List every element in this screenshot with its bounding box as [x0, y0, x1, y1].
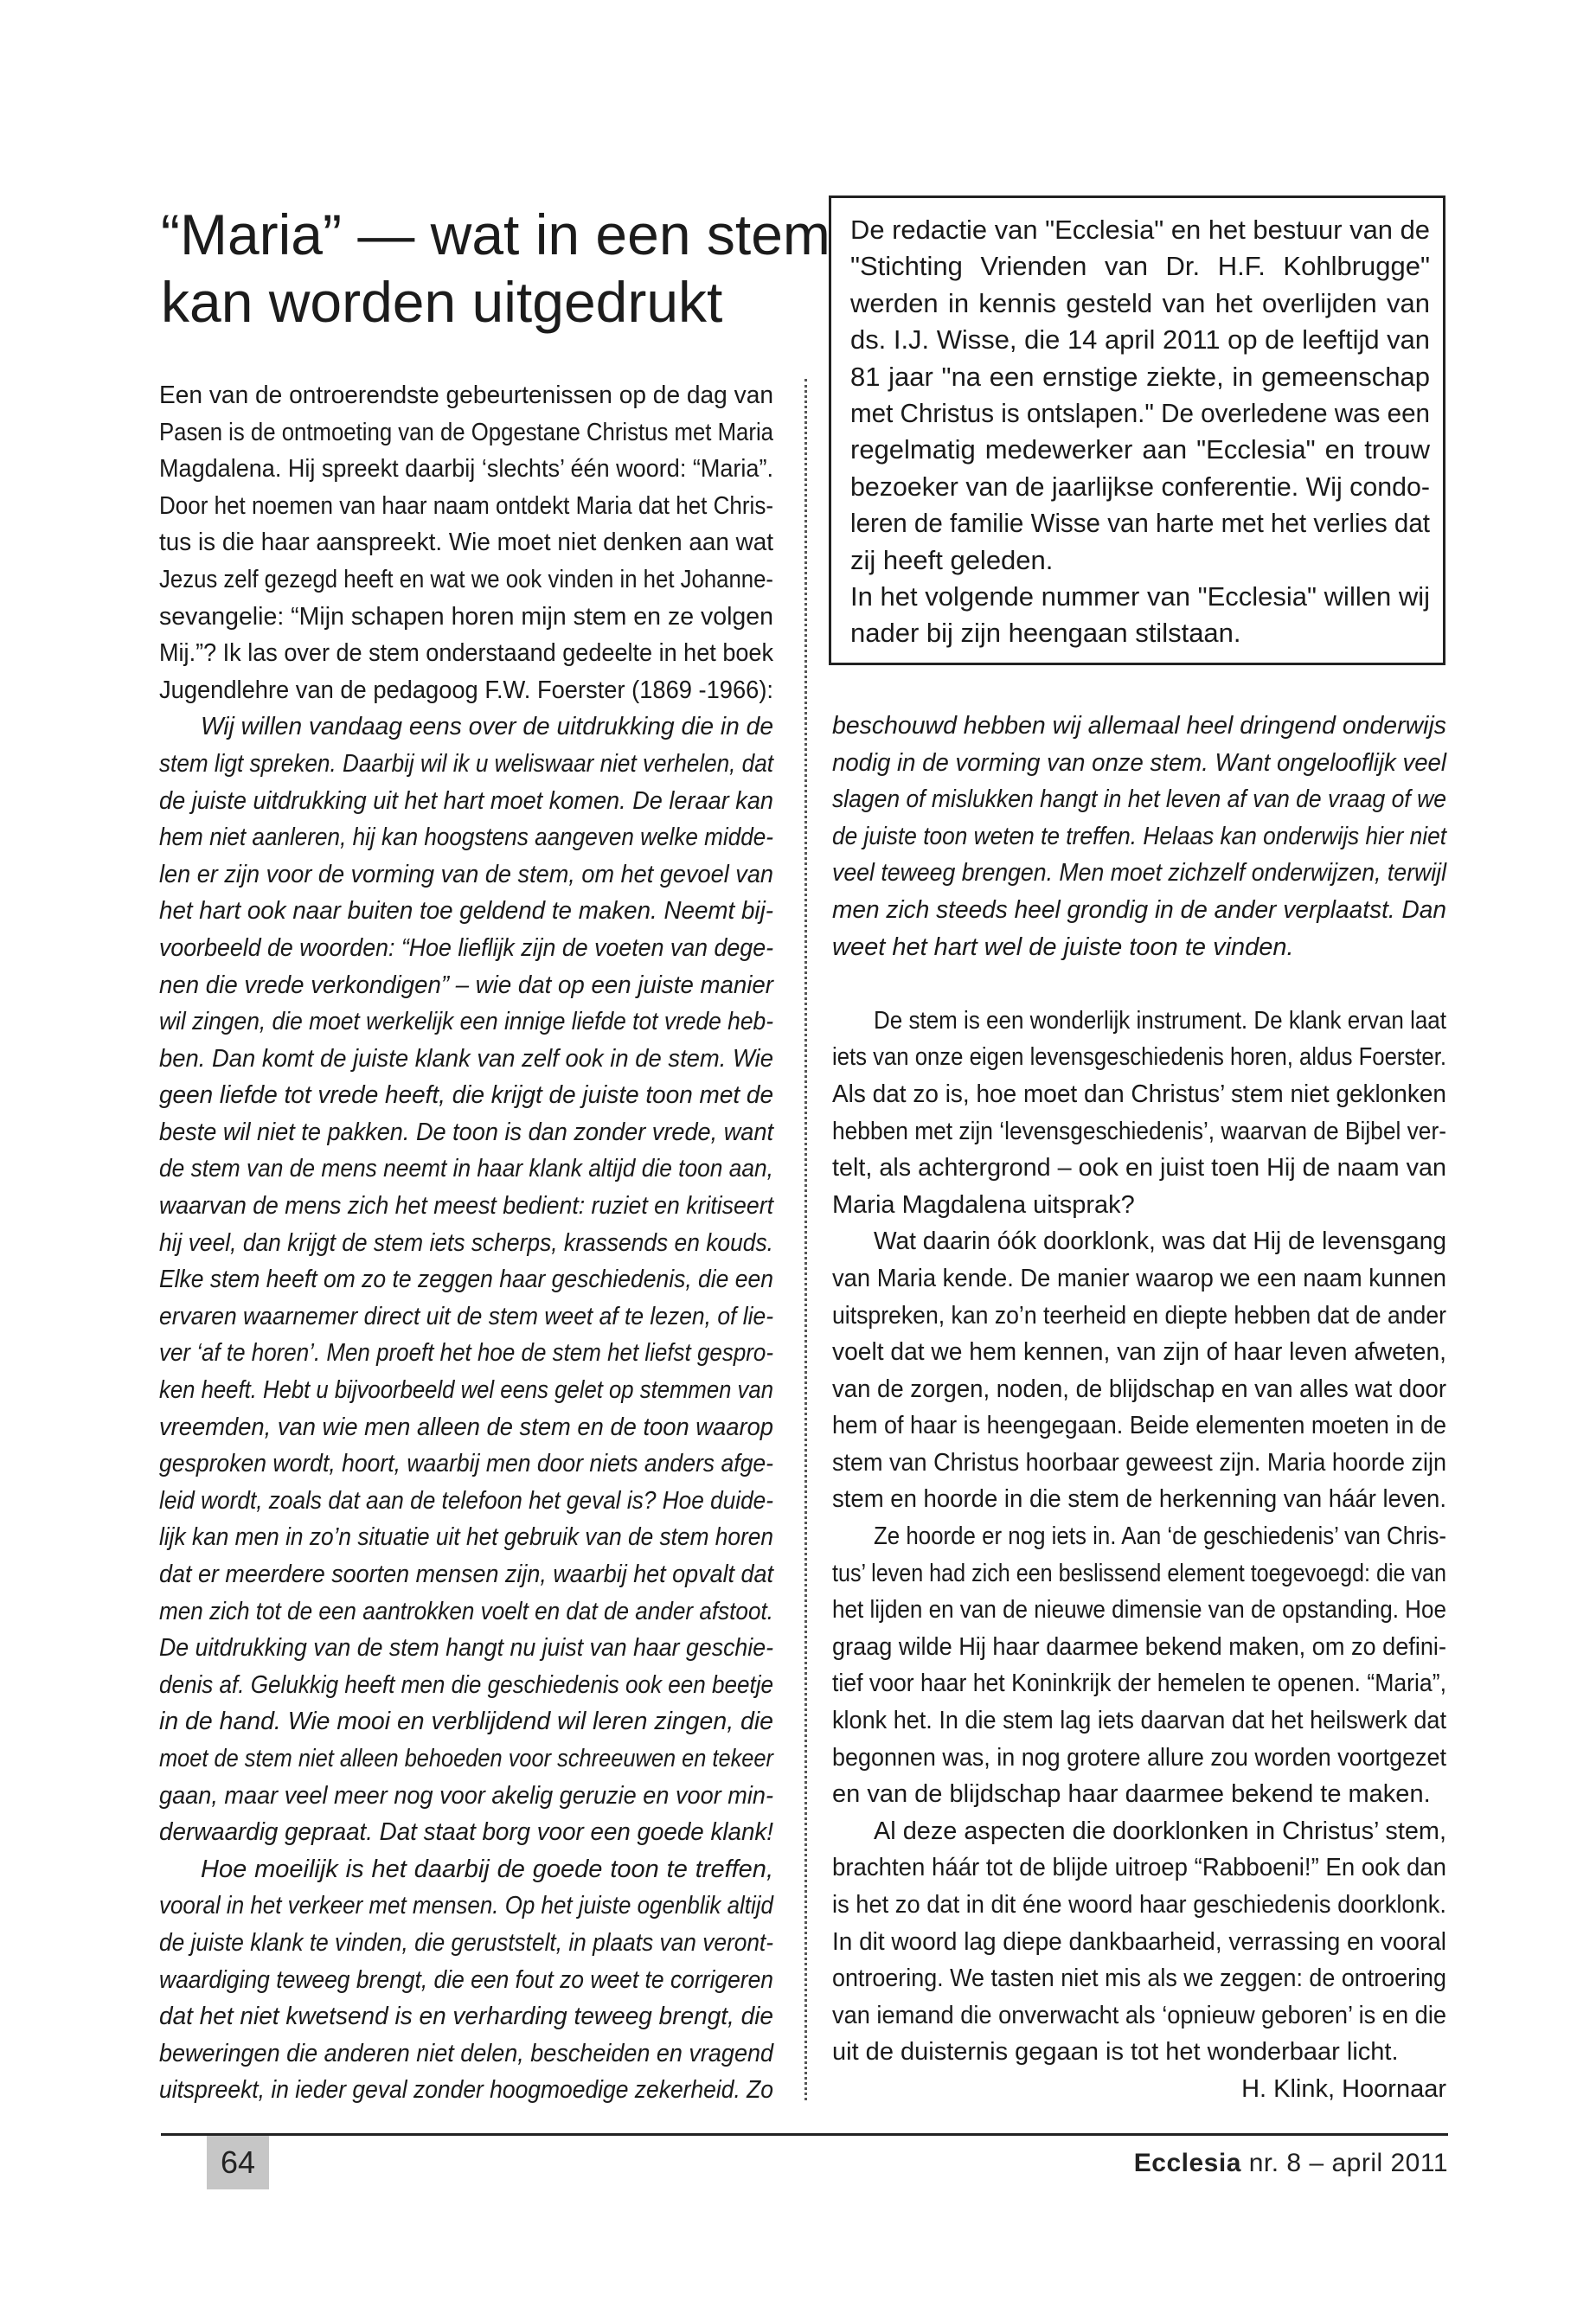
paragraph-line — [159, 1150, 773, 1188]
paragraph-line — [832, 1445, 1446, 1482]
paragraph-line — [832, 1076, 1446, 1113]
paragraph-line — [159, 1114, 773, 1151]
paragraph-line — [159, 1925, 773, 1962]
paragraph-line — [832, 1629, 1446, 1666]
notice-line — [850, 395, 1430, 432]
line-text: gaan, maar veel meer nog voor akelig geruzie en voor min- — [159, 1781, 773, 1810]
paragraph-line — [159, 1593, 773, 1631]
paragraph-line — [159, 1998, 773, 2035]
paragraph-line — [159, 1778, 773, 1815]
paragraph-line — [159, 1814, 773, 1851]
line-text: tief voor haar het Koninkrijk der hemelen te openen. “Maria”, — [832, 1670, 1446, 1698]
line-text: men zich tot de een aantrokken voelt en dat de ander afstoot. — [159, 1597, 773, 1625]
paragraph-line — [832, 1702, 1446, 1740]
paragraph-line — [159, 1519, 773, 1556]
line-text: dat het niet kwetsend is en verharding teweeg brengt, die — [159, 2003, 773, 2031]
line-text: de stem van de mens neemt in haar klank altijd die toon aan, — [159, 1155, 773, 1183]
line-text: ver ‘af te horen’. Men proeft het hoe de stem het liefst gespro- — [159, 1339, 773, 1368]
line-text: uitspreekt, in ieder geval zonder hoogmoedige zekerheid. Zo — [159, 2076, 773, 2105]
paragraph-line — [159, 783, 773, 820]
line-text: telt, als achtergrond – ook en juist toen Hij de naam van — [832, 1154, 1446, 1183]
line-text: iets van onze eigen levensgeschiedenis horen, aldus Foerster. — [832, 1043, 1446, 1072]
paragraph-line — [159, 1261, 773, 1298]
paragraph-line — [159, 967, 773, 1004]
paragraph-line — [159, 1888, 773, 1925]
notice-line — [850, 469, 1430, 505]
line-text: vreemden, van wie men alleen de stem en de toon waarop — [159, 1413, 773, 1441]
issue-label: nr. 8 – april 2011 — [1248, 2149, 1448, 2177]
paragraph-line — [159, 524, 773, 561]
paragraph-line — [159, 1630, 773, 1667]
line-text: ontroering. We tasten niet mis als we zeggen: de ontroering — [832, 1965, 1446, 1993]
line-text: De stem is een wonderlijk instrument. De klank ervan laat — [874, 1006, 1446, 1035]
paragraph-line — [159, 635, 773, 672]
line-text: veel teweeg brengen. Men moet zichzelf onderwijzen, terwijl — [832, 859, 1446, 888]
line-text: len er zijn voor de vorming van de stem, om het gevoel van — [159, 860, 773, 888]
line-text: lijk kan men in zo’n situatie uit het gebruik van de stem horen — [159, 1523, 773, 1552]
line-text: tus’ leven had zich een beslissend element toegevoegd: die van — [832, 1559, 1446, 1587]
paragraph-line — [159, 1851, 773, 1888]
line-text: Magdalena. Hij spreekt daarbij ‘slechts’ één woord: “Maria”. — [159, 455, 773, 484]
paragraph-line — [159, 1298, 773, 1336]
author-signature — [832, 2071, 1446, 2108]
footer-rule — [161, 2133, 1448, 2136]
paragraph-line — [159, 746, 773, 783]
line-text: de juiste toon weten te treffen. Helaas kan onderwijs hier niet — [832, 822, 1446, 850]
paragraph-line — [159, 1483, 773, 1520]
article-title — [161, 201, 830, 336]
line-text: leid wordt, zoals dat aan de telefoon het geval is? Hoe duide- — [159, 1486, 773, 1515]
paragraph-line — [159, 488, 773, 525]
line-text: Jugendlehre van de pedagoog F.W. Foerster (1869 -1966): — [159, 676, 773, 704]
line-text: Door het noemen van haar naam ontdekt Maria dat het Chris- — [159, 491, 773, 520]
paragraph-line — [832, 1003, 1446, 1040]
line-text: hem niet aanleren, hij kan hoogstens aangeven welke midde- — [159, 824, 773, 852]
paragraph-line — [159, 2035, 773, 2073]
notice-line — [850, 212, 1430, 248]
paragraph-line — [159, 1077, 773, 1114]
paragraph-line — [832, 1223, 1446, 1260]
line-text: ds. I.J. Wisse, die 14 april 2011 op de leeftijd van — [850, 324, 1430, 356]
line-text: "Stichting Vrienden van Dr. H.F. Kohlbrugge" — [850, 251, 1430, 282]
line-text: nen die vrede verkondigen” – wie dat op een juiste manier — [159, 971, 773, 999]
line-text: hij veel, dan krijgt de stem iets scherps, krassends en kouds. — [159, 1228, 773, 1257]
notice-line — [850, 285, 1430, 322]
line-text: Elke stem heeft om zo te zeggen haar geschiedenis, die een — [159, 1266, 773, 1294]
line-text: regelmatig medewerker aan "Ecclesia" en trouw — [850, 434, 1430, 465]
notice-box — [829, 195, 1445, 665]
line-text: denis af. Gelukkig heeft men die geschiedenis ook een beetje — [159, 1670, 773, 1699]
title-line: “Maria” — wat in een stem — [161, 202, 830, 266]
paragraph-line — [159, 2072, 773, 2109]
paragraph-line — [159, 414, 773, 452]
paragraph-line — [832, 2034, 1446, 2071]
paragraph-line — [159, 1041, 773, 1078]
paragraph-line — [832, 781, 1446, 818]
line-text: Wat daarin óók doorklonk, was dat Hij de levensgang — [874, 1227, 1446, 1256]
paragraph-line — [159, 1667, 773, 1704]
paragraph-line — [159, 451, 773, 488]
paragraph-line — [832, 1113, 1446, 1150]
paragraph-line — [832, 1518, 1446, 1555]
notice-line — [850, 322, 1430, 358]
footer-issue — [1134, 2149, 1448, 2178]
paragraph-line — [159, 1188, 773, 1225]
paragraph-line — [159, 856, 773, 894]
paragraph-line — [832, 1960, 1446, 1997]
line-text: Al deze aspecten die doorklonken in Christus’ stem, — [874, 1817, 1446, 1845]
paragraph-line — [832, 1849, 1446, 1887]
paragraph-line — [832, 745, 1446, 782]
paragraph-line — [832, 1039, 1446, 1076]
line-text: in de hand. Wie mooi en verblijdend wil leren zingen, die — [159, 1708, 773, 1736]
paragraph-line — [159, 1225, 773, 1262]
page-number: 64 — [220, 2144, 256, 2180]
line-text: gesproken wordt, hoort, waarbij men door niets anders afge- — [159, 1450, 773, 1478]
paragraph-line — [159, 1445, 773, 1483]
notice-line — [850, 248, 1430, 285]
title-line: kan worden uitgedrukt — [161, 270, 723, 334]
line-text: de juiste uitdrukking uit het hart moet komen. De leraar kan — [159, 786, 773, 815]
line-text: 81 jaar "na een ernstige ziekte, in gemeenschap — [850, 361, 1430, 392]
line-text: Als dat zo is, hoe moet dan Christus’ stem niet geklonken — [832, 1080, 1446, 1108]
paragraph-line — [159, 1335, 773, 1372]
line-text: van iemand die onverwacht als ‘opnieuw geboren’ is en die — [832, 2001, 1446, 2029]
line-text: hebben met zijn ‘levensgeschiedenis’, waarvan de Bijbel ver- — [832, 1117, 1446, 1145]
line-text: graag wilde Hij haar daarmee bekend maken, om zo defini- — [832, 1632, 1446, 1661]
paragraph-line — [832, 1298, 1446, 1335]
line-text: ben. Dan komt de juiste klank van zelf ook in de stem. Wie — [159, 1044, 773, 1073]
paragraph-line — [832, 1150, 1446, 1187]
line-text: Maria Magdalena uitsprak? — [832, 1190, 1135, 1219]
paragraph-line — [832, 818, 1446, 856]
line-text: derwaardig gepraat. Dat staat borg voor een goede klank! — [159, 1818, 773, 1847]
line-text: men zich steeds heel grondig in de ander verplaatst. Dan — [832, 895, 1446, 924]
line-text: nodig in de vorming van onze stem. Want ongelooflijk veel — [832, 748, 1446, 777]
paragraph-line — [832, 892, 1446, 929]
line-text: ervaren waarnemer direct uit de stem weet af te lezen, of lie- — [159, 1302, 773, 1330]
paragraph-line — [832, 708, 1446, 745]
paragraph-line — [832, 1924, 1446, 1961]
line-text: is het zo dat in dit éne woord haar geschiedenis doorklonk. — [832, 1891, 1446, 1919]
line-text: vooral in het verkeer met mensen. Op het juiste ogenblik altijd — [159, 1892, 773, 1920]
line-text: nader bij zijn heengaan stilstaan. — [850, 618, 1241, 649]
line-text: klonk het. In die stem lag iets daarvan dat het heilswerk dat — [832, 1707, 1446, 1735]
line-text: uit de duisternis gegaan is tot het wonderbaar licht. — [832, 2038, 1399, 2067]
line-text: tus is die haar aanspreekt. Wie moet niet denken aan wat — [159, 529, 773, 557]
line-text: sevangelie: “Mijn schapen horen mijn stem en ze volgen — [159, 602, 773, 631]
paragraph-gap — [832, 965, 1446, 1003]
paragraph-line — [159, 1962, 773, 1999]
line-text: slagen of mislukken hangt in het leven af van de vraag of we — [832, 785, 1446, 814]
paragraph-line — [159, 672, 773, 709]
line-text: en van de blijdschap haar daarmee bekend te maken. — [832, 1780, 1431, 1809]
line-text: De redactie van "Ecclesia" en het bestuur van de — [850, 215, 1430, 245]
line-text: wil zingen, die moet werkelijk een innige liefde tot vrede heb- — [159, 1008, 773, 1036]
line-text: zij heeft geleden. — [850, 544, 1054, 575]
line-text: brachten háár tot de blijde uitroep “Rabboeni!” En ook dan — [832, 1854, 1446, 1882]
line-text: werden in kennis gesteld van het overlijden van — [850, 287, 1430, 318]
paragraph-line — [159, 1703, 773, 1740]
line-text: Hoe moeilijk is het daarbij de goede toon te treffen, — [201, 1855, 773, 1883]
notice-line — [850, 432, 1430, 468]
line-text: In dit woord lag diepe dankbaarheid, verrassing en vooral — [832, 1927, 1446, 1956]
line-text: stem van Christus hoorbaar geweest zijn. Maria hoorde zijn — [832, 1448, 1446, 1477]
line-text: van de zorgen, noden, de blijdschap en van alles wat door — [832, 1375, 1446, 1403]
line-text: stem en hoorde in die stem de herkenning van háár leven. — [832, 1485, 1446, 1514]
page-number-box — [207, 2136, 269, 2189]
line-text: weet het hart wel de juiste toon te vinden. — [832, 933, 1294, 961]
notice-line — [850, 579, 1430, 615]
paragraph-line — [159, 599, 773, 636]
column-divider — [804, 379, 807, 2100]
paragraph-line — [159, 819, 773, 856]
line-text: leren de familie Wisse van harte met het verlies dat — [850, 508, 1430, 539]
paragraph-line — [832, 1887, 1446, 1924]
right-column — [832, 708, 1446, 2108]
paragraph-line — [832, 1740, 1446, 1777]
line-text: voelt dat we hem kennen, van zijn of haar leven afweten, — [832, 1338, 1446, 1367]
line-text: beste wil niet te pakken. De toon is dan zonder vrede, want — [159, 1118, 773, 1146]
paragraph-line — [159, 930, 773, 967]
line-text: waarvan de mens zich het meest bedient: ruziet en kritiseert — [159, 1192, 773, 1221]
notice-text — [850, 212, 1430, 652]
line-text: dat er meerdere soorten mensen zijn, waarbij het opvalt dat — [159, 1561, 773, 1588]
line-text: hem of haar is heengegaan. Beide elementen moeten in de — [832, 1412, 1446, 1440]
paragraph-line — [832, 1371, 1446, 1408]
line-text: begonnen was, in nog grotere allure zou worden voortgezet — [832, 1743, 1446, 1772]
line-text: stem ligt spreken. Daarbij wil ik u weliswaar niet verhelen, dat — [159, 749, 773, 778]
paragraph-line — [159, 377, 773, 414]
paragraph-line — [832, 929, 1446, 966]
magazine-name: Ecclesia — [1133, 2149, 1241, 2177]
paragraph-line — [159, 561, 773, 599]
paragraph-line — [832, 1407, 1446, 1445]
paragraph-line — [832, 855, 1446, 892]
line-text: met Christus is ontslapen." De overledene was een — [850, 397, 1430, 428]
notice-line — [850, 615, 1430, 651]
paragraph-line — [832, 1334, 1446, 1371]
line-text: moet de stem niet alleen behoeden voor schreeuwen en tekeer — [159, 1744, 773, 1772]
line-text: Mij.”? Ik las over de stem onderstaand gedeelte in het boek — [159, 639, 773, 668]
line-text: H. Klink, Hoornaar — [1241, 2074, 1446, 2103]
line-text: De uitdrukking van de stem hangt nu juist van haar geschie- — [159, 1634, 773, 1663]
notice-line — [850, 505, 1430, 542]
line-text: het lijden en van de nieuwe dimensie van de opstanding. Hoe — [832, 1596, 1446, 1625]
line-text: geen liefde tot vrede heeft, die krijgt de juiste toon met de — [159, 1081, 773, 1110]
line-text: uitspreken, kan zo’n teerheid en diepte hebben dat de ander — [832, 1301, 1446, 1330]
paragraph-line — [832, 1997, 1446, 2035]
line-text: Jezus zelf gezegd heeft en wat we ook vinden in het Johanne- — [159, 565, 773, 593]
line-text: voorbeeld de woorden: “Hoe lieflijk zijn de voeten van dege- — [159, 933, 773, 962]
notice-line — [850, 542, 1430, 579]
paragraph-line — [159, 1740, 773, 1778]
paragraph-line — [832, 1481, 1446, 1518]
notice-line — [850, 359, 1430, 395]
paragraph-line — [832, 1776, 1446, 1813]
paragraph-line — [159, 1372, 773, 1409]
line-text: ken heeft. Hebt u bijvoorbeeld wel eens gelet op stemmen van — [159, 1376, 773, 1405]
paragraph-line — [832, 1592, 1446, 1629]
paragraph-line — [159, 893, 773, 930]
line-text: In het volgende nummer van "Ecclesia" willen wij — [850, 580, 1430, 612]
line-text: het hart ook naar buiten toe geldend te maken. Neemt bij- — [159, 897, 773, 926]
paragraph-line — [832, 1187, 1446, 1224]
paragraph-line — [159, 708, 773, 746]
line-text: van Maria kende. De manier waarop we een naam kunnen — [832, 1264, 1446, 1292]
paragraph-line — [832, 1555, 1446, 1593]
paragraph-line — [832, 1813, 1446, 1850]
paragraph-line — [159, 1556, 773, 1593]
line-text: Wij willen vandaag eens over de uitdrukking die in de — [201, 713, 773, 741]
line-text: de juiste klank te vinden, die geruststelt, in plaats van veront- — [159, 1928, 773, 1957]
left-column — [159, 377, 773, 2109]
line-text: Een van de ontroerendste gebeurtenissen op de dag van — [159, 381, 773, 409]
line-text: Pasen is de ontmoeting van de Opgestane Christus met Maria — [159, 418, 773, 446]
paragraph-line — [159, 1003, 773, 1041]
line-text: waardiging teweeg brengt, die een fout zo weet te corrigeren — [159, 1965, 773, 1994]
paragraph-line — [832, 1665, 1446, 1702]
paragraph-line — [159, 1409, 773, 1446]
line-text: beweringen die anderen niet delen, bescheiden en vragend — [159, 2039, 773, 2067]
line-text: Ze hoorde er nog iets in. Aan ‘de geschiedenis’ van Chris- — [874, 1522, 1446, 1551]
line-text: bezoeker van de jaarlijkse conferentie. Wij condo- — [850, 471, 1430, 502]
paragraph-line — [832, 1260, 1446, 1298]
line-text: beschouwd hebben wij allemaal heel dringend onderwijs — [832, 712, 1446, 740]
